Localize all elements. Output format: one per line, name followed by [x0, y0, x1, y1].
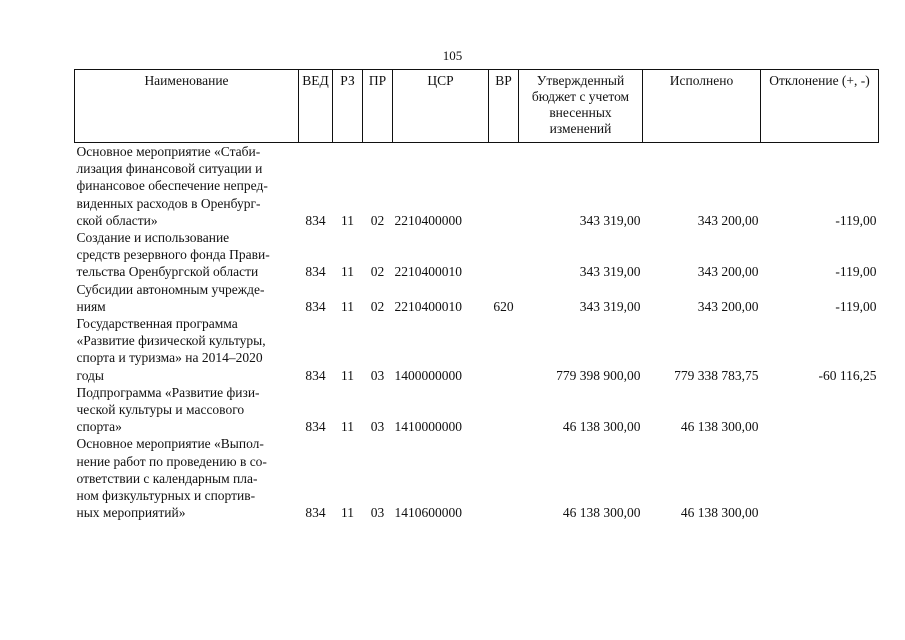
table-row	[75, 315, 879, 384]
row-ved-cell: 834	[305, 298, 326, 314]
row-vr-cell	[489, 435, 519, 521]
row-vr-cell: 620	[493, 298, 514, 314]
row-name-cell: Государственная программа «Развитие физической культуры, спорта и туризма» на 2014–2020 годы	[76, 316, 266, 383]
row-pr-cell: 02	[370, 212, 385, 228]
row-pr-cell: 03	[370, 419, 385, 435]
row-ved-cell: 834	[305, 264, 326, 280]
row-deviation-cell: -119,00	[835, 298, 877, 314]
table-body	[75, 143, 879, 522]
col-header-executed: Исполнено	[643, 70, 761, 143]
row-csr-cell: 2210400010	[394, 298, 462, 314]
row-deviation-cell: -119,00	[835, 264, 877, 280]
row-executed-cell: 343 200,00	[697, 264, 759, 280]
row-rz-cell: 11	[341, 298, 354, 314]
row-csr-cell: 1410600000	[394, 505, 462, 521]
row-executed-cell: 46 138 300,00	[680, 419, 759, 435]
table-row	[75, 229, 879, 281]
row-rz-cell: 11	[341, 505, 354, 521]
row-approved-cell: 343 319,00	[579, 264, 641, 280]
row-deviation-cell: -60 116,25	[818, 367, 877, 383]
table-header-row	[75, 70, 879, 143]
row-approved-cell: 779 398 900,00	[556, 367, 641, 383]
row-csr-cell: 2210400010	[394, 264, 462, 280]
row-pr-cell: 02	[370, 264, 385, 280]
table-row	[75, 281, 879, 315]
row-approved-cell: 46 138 300,00	[562, 505, 641, 521]
row-executed-cell: 46 138 300,00	[680, 505, 759, 521]
col-header-ved: ВЕД	[299, 70, 333, 143]
row-approved-cell: 46 138 300,00	[562, 419, 641, 435]
col-header-approved: Утвержденный бюджет с учетом внесенных изменений	[519, 70, 643, 143]
row-rz-cell: 11	[341, 264, 354, 280]
row-executed-cell: 779 338 783,75	[674, 367, 759, 383]
table-row	[75, 143, 879, 230]
row-pr-cell: 03	[370, 367, 385, 383]
col-header-vr: ВР	[489, 70, 519, 143]
row-rz-cell: 11	[341, 419, 354, 435]
row-rz-cell: 11	[341, 212, 354, 228]
row-ved-cell: 834	[305, 505, 326, 521]
row-name-cell: Создание и использование средств резервного фонда Прави- тельства Оренбургской области	[76, 230, 270, 280]
row-vr-cell	[489, 384, 519, 436]
row-pr-cell: 02	[370, 298, 385, 314]
row-approved-cell: 343 319,00	[579, 298, 641, 314]
row-name-cell: Основное мероприятие «Выпол- нение работ по проведению в со- ответствии с календарным пла- ном физкультурных и спортив- ных мероприятий»	[76, 436, 267, 521]
row-vr-cell	[489, 229, 519, 281]
row-pr-cell: 03	[370, 505, 385, 521]
col-header-pr: ПР	[363, 70, 393, 143]
row-csr-cell: 1400000000	[394, 367, 462, 383]
table-row	[75, 384, 879, 436]
col-header-deviation: Отклонение (+, -)	[761, 70, 879, 143]
row-deviation-cell	[761, 384, 879, 436]
row-deviation-cell	[761, 435, 879, 521]
table-row	[75, 435, 879, 521]
row-approved-cell: 343 319,00	[579, 212, 641, 228]
row-ved-cell: 834	[305, 419, 326, 435]
row-executed-cell: 343 200,00	[697, 212, 759, 228]
budget-table	[74, 69, 879, 521]
row-name-cell: Основное мероприятие «Стаби- лизация финансовой ситуации и финансовое обеспечение непред- виденных расходов в Оренбург- ской области»	[76, 144, 268, 228]
row-ved-cell: 834	[305, 212, 326, 228]
row-rz-cell: 11	[341, 367, 354, 383]
row-ved-cell: 834	[305, 367, 326, 383]
row-vr-cell	[489, 315, 519, 384]
row-vr-cell	[489, 143, 519, 230]
col-header-csr: ЦСР	[393, 70, 489, 143]
col-header-name: Наименование	[75, 70, 299, 143]
row-csr-cell: 1410000000	[394, 419, 462, 435]
row-csr-cell: 2210400000	[394, 212, 462, 228]
page-number: 105	[442, 48, 463, 63]
row-deviation-cell: -119,00	[835, 212, 877, 228]
row-executed-cell: 343 200,00	[697, 298, 759, 314]
col-header-rz: РЗ	[333, 70, 363, 143]
row-name-cell: Подпрограмма «Развитие физи- ческой культуры и массового спорта»	[76, 384, 260, 435]
row-name-cell: Субсидии автономным учрежде- ниям	[76, 281, 265, 314]
